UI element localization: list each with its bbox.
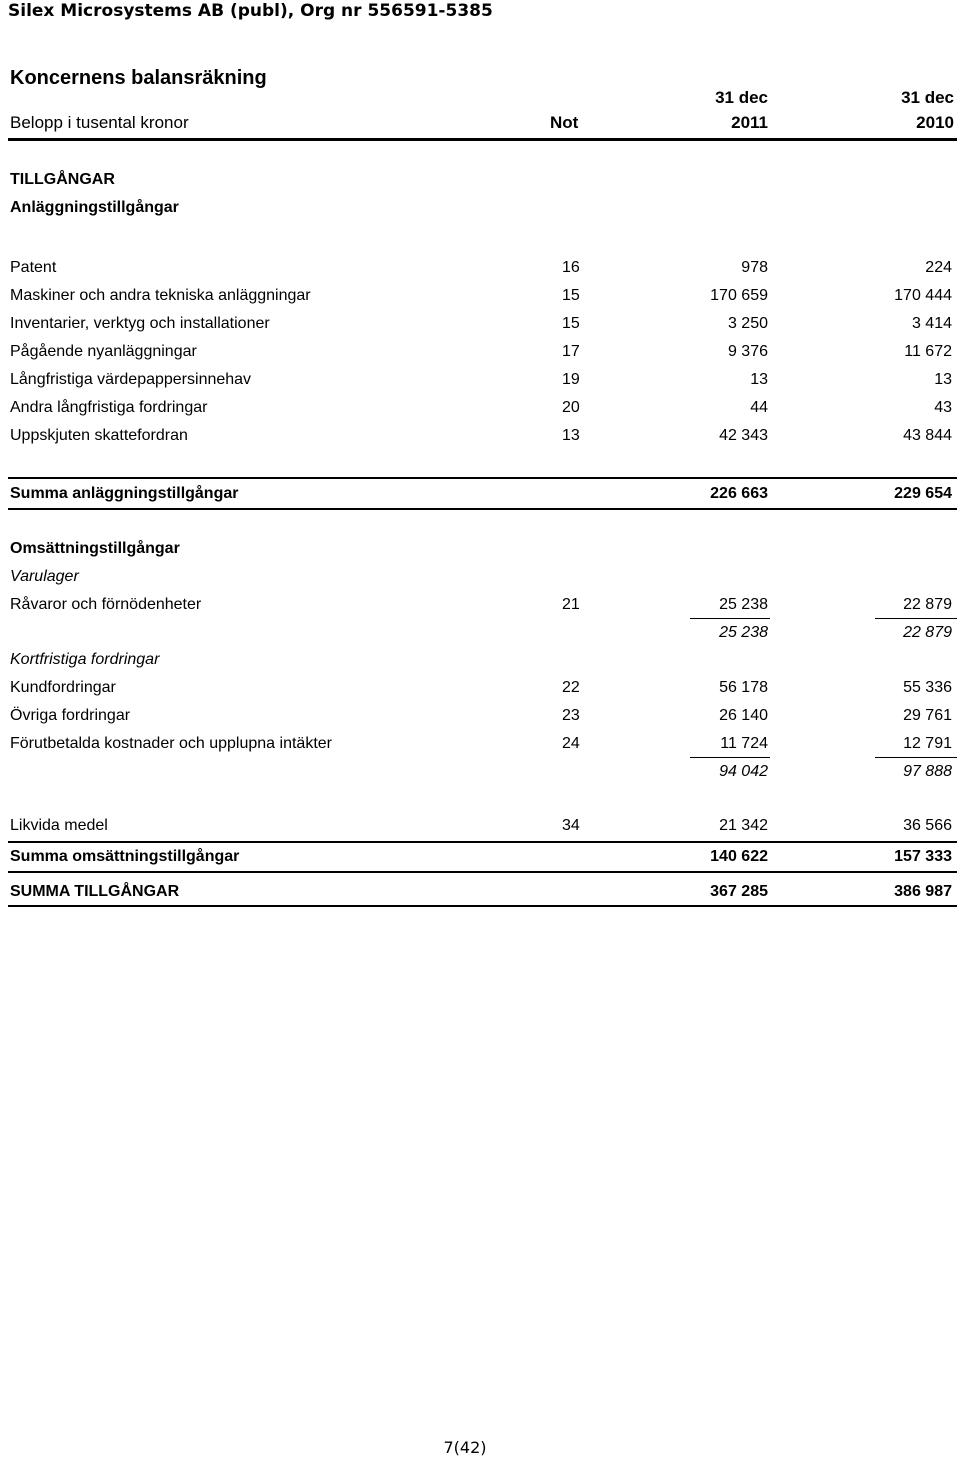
col2-header-line2: 2010 (916, 113, 954, 132)
sum-fixed-bottom-rule (8, 508, 957, 510)
receivables-subtotal-rule-2 (875, 757, 957, 758)
sum-total-row: SUMMA TILLGÅNGAR 367 285 386 987 (10, 883, 952, 900)
table-row: Råvaror och förnödenheter 21 25 238 22 879 (10, 596, 952, 613)
col1-header-line2: 2011 (731, 113, 768, 132)
sum-total-bottom-rule (8, 905, 957, 907)
section-tillgangar: TILLGÅNGAR (10, 171, 115, 188)
company-header: Silex Microsystems AB (publ), Org nr 556591-5385 (8, 1, 493, 21)
table-row: Inventarier, verktyg och installationer 15 3 250 3 414 (10, 315, 952, 332)
section-varulager: Varulager (10, 568, 79, 585)
inventory-subtotal-rule-2 (875, 618, 957, 619)
inventory-subtotal-rule-1 (690, 618, 770, 619)
sum-fixed-top-rule (8, 477, 957, 479)
cash-row: Likvida medel 34 21 342 36 566 (10, 817, 952, 834)
not-header: Not (550, 113, 579, 132)
table-row: Kundfordringar 22 56 178 55 336 (10, 679, 952, 696)
table-row: Maskiner och andra tekniska anläggningar 15 170 659 170 444 (10, 287, 952, 304)
receivables-subtotal-rule-1 (690, 757, 770, 758)
receivables-subtotal-row: 94 042 97 888 (719, 763, 952, 780)
table-row: Pågående nyanläggningar 17 9 376 11 672 (10, 343, 952, 360)
table-row: Förutbetalda kostnader och upplupna intäkter 24 11 724 12 791 (10, 735, 952, 752)
page-number: 7(42) (443, 1438, 487, 1457)
subtitle: Belopp i tusental kronor (10, 113, 189, 132)
sum-current-row: Summa omsättningstillgångar 140 622 157 333 (10, 848, 952, 865)
table-row: Patent 16 978 224 (10, 259, 952, 276)
sum-fixed-row: Summa anläggningstillgångar 226 663 229 654 (10, 485, 952, 502)
table-row: Övriga fordringar 23 26 140 29 761 (10, 707, 952, 724)
col2-header-line1: 31 dec (901, 88, 954, 107)
page-title: Koncernens balansräkning (10, 67, 267, 89)
section-anlaggning: Anläggningstillgångar (10, 199, 179, 216)
sum-current-top-rule (8, 841, 957, 843)
table-row: Uppskjuten skattefordran 13 42 343 43 844 (10, 427, 952, 444)
col1-header-line1: 31 dec (715, 88, 768, 107)
inventory-subtotal-row: 25 238 22 879 (719, 624, 952, 641)
table-row: Andra långfristiga fordringar 20 44 43 (10, 399, 952, 416)
section-kortfristiga: Kortfristiga fordringar (10, 651, 160, 668)
section-omsattning: Omsättningstillgångar (10, 540, 180, 557)
sum-current-bottom-rule (8, 871, 957, 873)
table-row: Långfristiga värdepappersinnehav 19 13 13 (10, 371, 952, 388)
header-rule (8, 138, 957, 141)
